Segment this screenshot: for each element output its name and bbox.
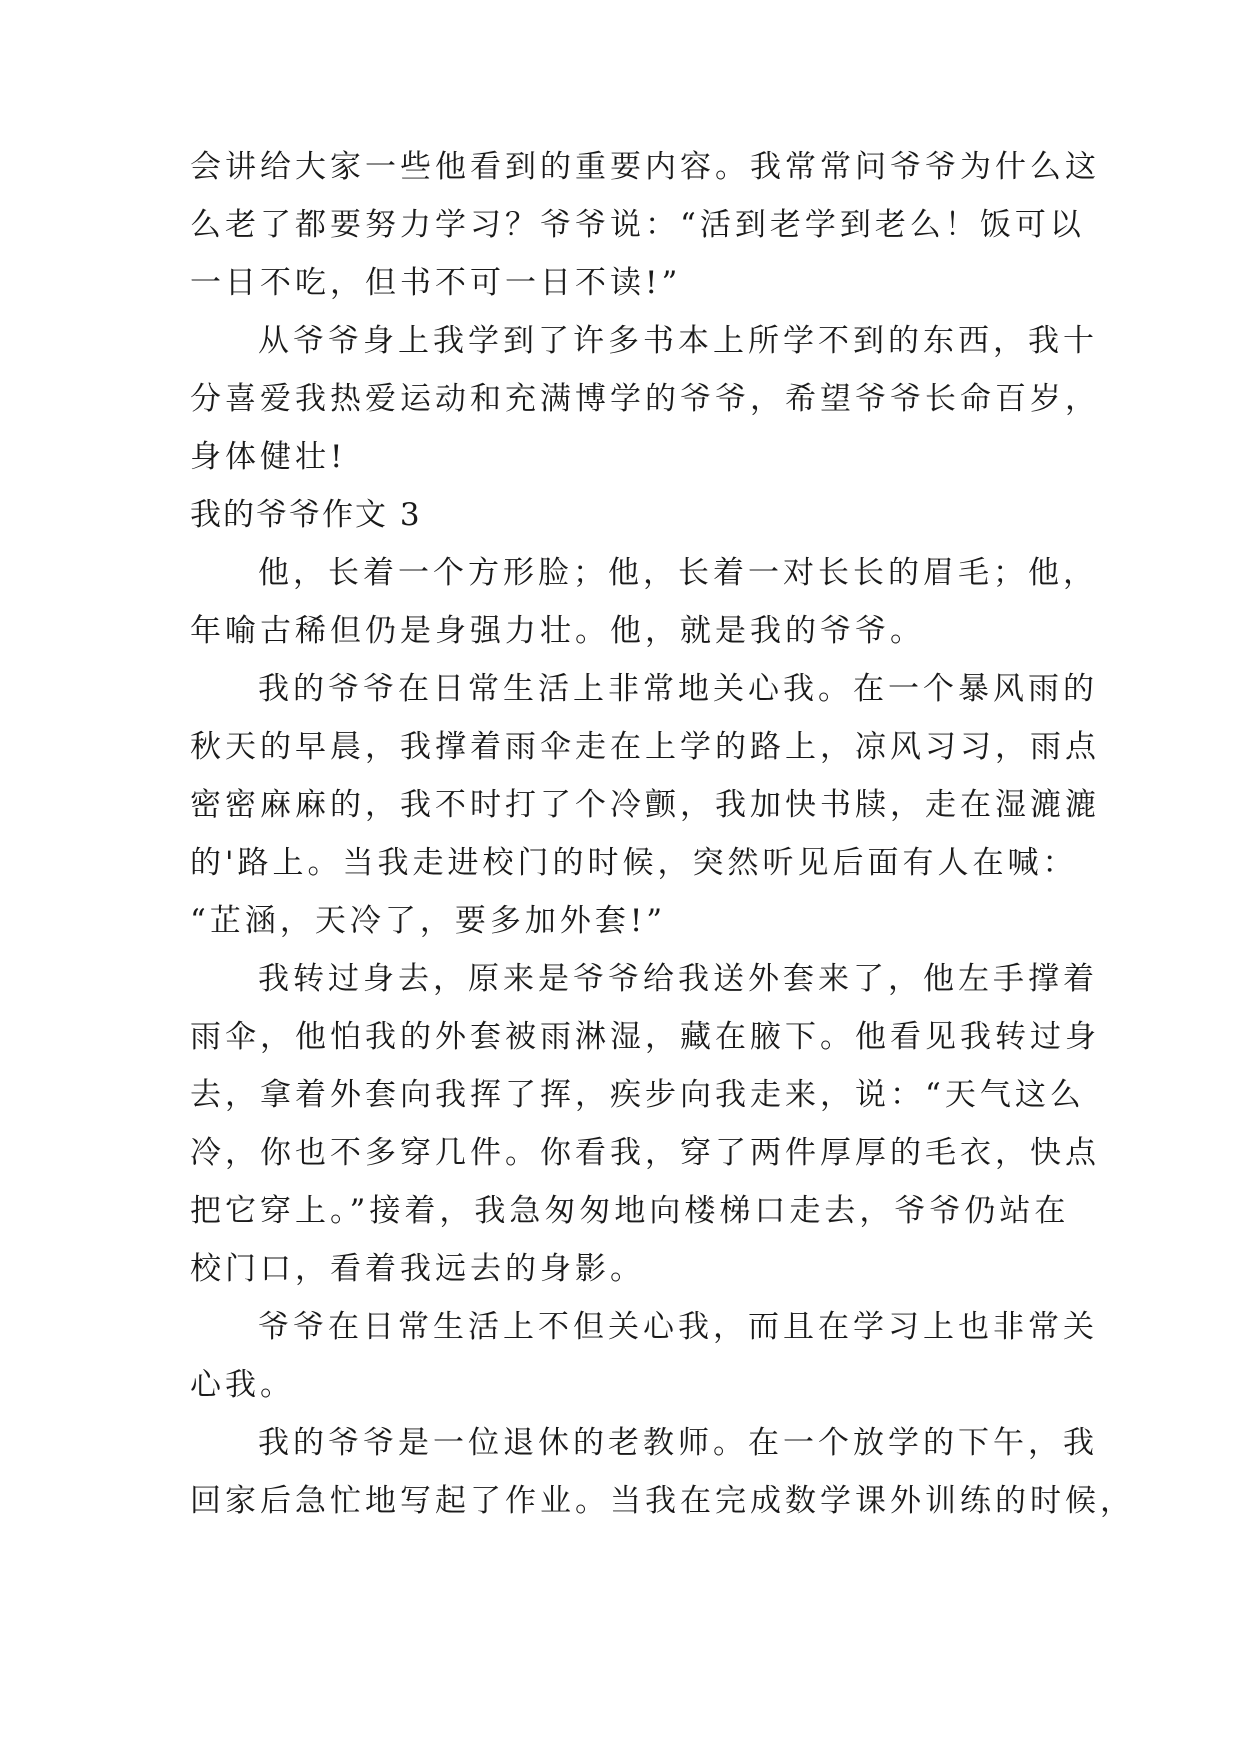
paragraph bbox=[190, 950, 1100, 1298]
paragraph bbox=[190, 1298, 1098, 1414]
text-line: 身体健壮! bbox=[190, 439, 347, 475]
text-line: 校门口，看着我远去的身影。 bbox=[190, 1251, 645, 1287]
section-heading bbox=[190, 486, 1062, 544]
text-line: 的'路上。当我走进校门的时候，突然听见后面有人在喊： bbox=[190, 845, 1078, 881]
text-line: 年喻古稀但仍是身强力壮。他，就是我的爷爷。 bbox=[190, 613, 925, 649]
text-line: 他，长着一个方形脸；他，长着一对长长的眉毛；他， bbox=[258, 555, 1098, 591]
document-page bbox=[190, 138, 1135, 1530]
text-line: 密密麻麻的，我不时打了个冷颤，我加快书牍，走在湿漉漉 bbox=[190, 787, 1100, 823]
text-line: 去，拿着外套向我挥了挥，疾步向我走来，说：“天气这么 bbox=[190, 1077, 1085, 1113]
text-line: 我转过身去，原来是爷爷给我送外套来了，他左手撑着 bbox=[258, 961, 1098, 997]
text-line: 秋天的早晨，我撑着雨伞走在上学的路上，凉风习习，雨点 bbox=[190, 729, 1100, 765]
paragraph bbox=[190, 1414, 1135, 1530]
text-line: 从爷爷身上我学到了许多书本上所学不到的东西，我十 bbox=[258, 323, 1098, 359]
text-line: 我的爷爷在日常生活上非常地关心我。在一个暴风雨的 bbox=[258, 671, 1098, 707]
paragraph bbox=[190, 138, 1100, 312]
text-line: 一日不吃，但书不可一日不读!” bbox=[190, 265, 682, 301]
text-line: 回家后急忙地写起了作业。当我在完成数学课外训练的时候， bbox=[190, 1483, 1135, 1519]
text-line: 冷，你也不多穿几件。你看我，穿了两件厚厚的毛衣，快点 bbox=[190, 1135, 1100, 1171]
text-line: 分喜爱我热爱运动和充满博学的爷爷，希望爷爷长命百岁， bbox=[190, 381, 1100, 417]
paragraph bbox=[190, 544, 1098, 660]
text-line: 会讲给大家一些他看到的重要内容。我常常问爷爷为什么这 bbox=[190, 149, 1100, 185]
paragraph bbox=[190, 312, 1100, 486]
text-line: 心我。 bbox=[190, 1367, 295, 1403]
text-line: 爷爷在日常生活上不但关心我，而且在学习上也非常关 bbox=[258, 1309, 1098, 1345]
text-line: “芷涵，天冷了，要多加外套!” bbox=[190, 903, 667, 939]
text-line: 把它穿上。”接着，我急匆匆地向楼梯口走去，爷爷仍站在 bbox=[190, 1193, 1070, 1229]
paragraph bbox=[190, 660, 1100, 950]
text-line: 我的爷爷是一位退休的老教师。在一个放学的下午，我 bbox=[258, 1425, 1098, 1461]
text-line: 雨伞，他怕我的外套被雨淋湿，藏在腋下。他看见我转过身 bbox=[190, 1019, 1100, 1055]
text-line: 么老了都要努力学习？爷爷说：“活到老学到老么！饭可以 bbox=[190, 207, 1085, 243]
heading-text: 我的爷爷作文 3 bbox=[190, 497, 422, 533]
